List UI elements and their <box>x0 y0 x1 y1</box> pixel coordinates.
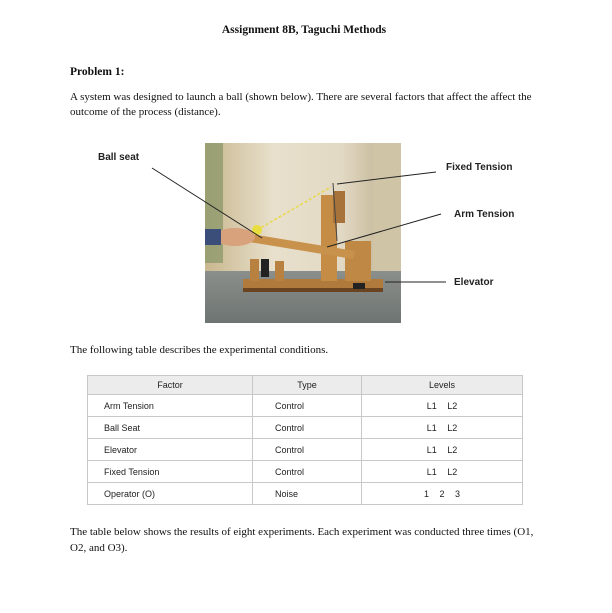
header-type: Type <box>253 376 362 395</box>
factor-cell: Operator (O) <box>88 483 253 505</box>
levels-cell <box>362 483 523 505</box>
header-factor: Factor <box>88 376 253 395</box>
problem-heading: Problem 1: <box>70 66 125 78</box>
table-row <box>88 395 523 417</box>
level-value: 2 <box>439 488 445 499</box>
levels-cell <box>362 439 523 461</box>
level-value: L1 <box>426 400 437 411</box>
callout-elevator: Elevator <box>454 277 494 288</box>
table-intro: The following table describes the experimental conditions. <box>70 344 329 356</box>
table-row <box>88 417 523 439</box>
header-levels: Levels <box>362 376 523 395</box>
page-title: Assignment 8B, Taguchi Methods <box>221 24 387 36</box>
callout-ball-seat: Ball seat <box>98 152 140 163</box>
type-cell: Control <box>253 461 362 483</box>
level-value: L2 <box>447 422 458 433</box>
table-row <box>88 439 523 461</box>
factor-cell: Fixed Tension <box>88 461 253 483</box>
levels-cell <box>362 395 523 417</box>
level-value: L1 <box>426 444 437 455</box>
table-row <box>88 461 523 483</box>
level-value: 3 <box>455 488 461 499</box>
factor-cell: Ball Seat <box>88 417 253 439</box>
callout-arm-tension: Arm Tension <box>454 209 515 220</box>
callout-fixed-tension: Fixed Tension <box>446 162 513 173</box>
factor-cell: Arm Tension <box>88 395 253 417</box>
table-header-row <box>88 376 523 395</box>
levels-cell <box>362 417 523 439</box>
type-cell: Noise <box>253 483 362 505</box>
level-value: 1 <box>423 488 429 499</box>
intro-paragraph: A system was designed to launch a ball (shown below). There are several factors that affect the affect the outcome of the process (distance). <box>70 91 532 118</box>
level-value: L2 <box>447 400 458 411</box>
conditions-table <box>87 375 523 505</box>
level-value: L1 <box>426 422 437 433</box>
factor-cell: Elevator <box>88 439 253 461</box>
outro-paragraph: The table below shows the results of eight experiments. Each experiment was conducted three times (O1, O2, and O3). <box>70 526 534 554</box>
level-value: L1 <box>426 466 437 477</box>
type-cell: Control <box>253 417 362 439</box>
type-cell: Control <box>253 395 362 417</box>
levels-cell <box>362 461 523 483</box>
level-value: L2 <box>447 466 458 477</box>
type-cell: Control <box>253 439 362 461</box>
table-row <box>88 483 523 505</box>
level-value: L2 <box>447 444 458 455</box>
